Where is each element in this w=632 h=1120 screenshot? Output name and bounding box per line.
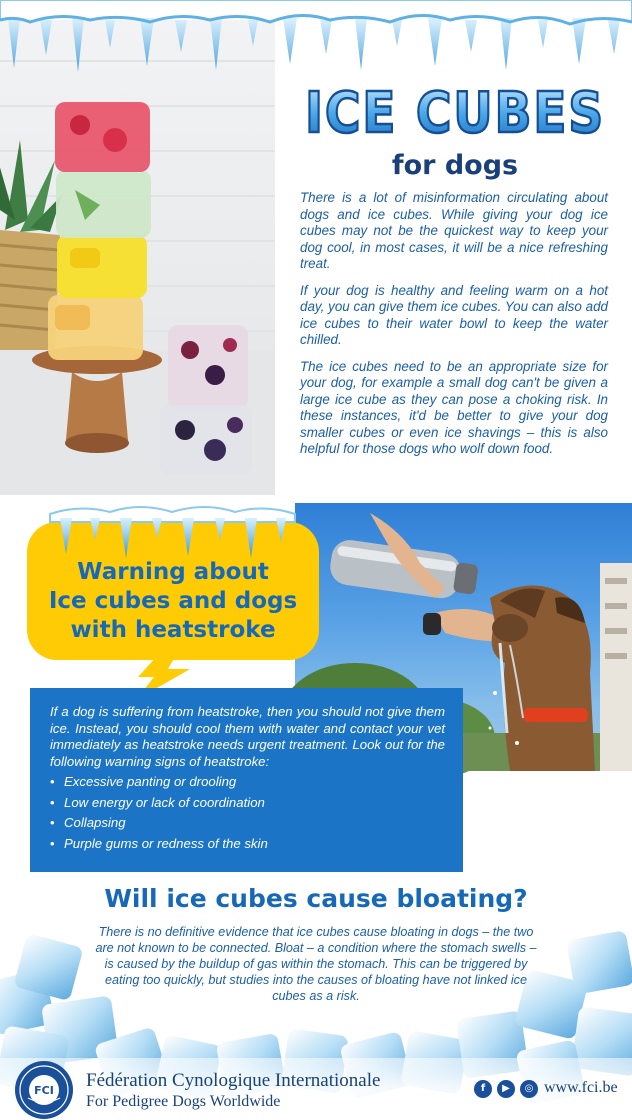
list-item: • Low energy or lack of coordination <box>50 795 445 812</box>
list-item: • Excessive panting or drooling <box>50 774 445 791</box>
org-tagline: For Pedigree Dogs Worldwide <box>86 1093 281 1110</box>
intro-paragraph: The ice cubes need to be an appropriate size for your dog, for example a small dog can't be given a large ice cube as they can pose a choking risk. In these instances, it'd be better to give your dog smaller cubes or even ice shavings – this is also helpful for those dogs who wolf down food. <box>300 358 608 456</box>
ice-cubes-title <box>300 78 610 144</box>
list-item: • Purple gums or redness of the skin <box>50 836 445 853</box>
bloating-heading: Will ice cubes cause bloating? <box>104 884 528 913</box>
footer <box>0 1058 632 1120</box>
intro-paragraph: If your dog is healthy and feeling warm on a hot day, you can give them ice cubes. You can also add ice cubes to their water bowl to keep the water chilled. <box>300 282 608 347</box>
icicle-decoration-warning <box>50 502 295 562</box>
bloating-text: There is no definitive evidence that ice cubes cause bloating in dogs – the two are not known to be connected. Bloat – a condition where the stomach swells – is caused by the buildup of gas within the stomach. This can be triggered by eating too quickly, but studies into the causes of bloating have not linked ice cubes as a risk. <box>95 925 537 1003</box>
heatstroke-info-box <box>30 688 463 872</box>
facebook-icon[interactable]: f <box>474 1080 492 1098</box>
fci-logo <box>14 1060 74 1120</box>
title-main: ICE CUBES <box>305 81 605 146</box>
instagram-icon[interactable]: ◎ <box>520 1080 538 1098</box>
warning-title <box>27 558 319 645</box>
warning-title-line: with heatstroke <box>70 617 276 643</box>
warning-signs-list <box>50 774 445 852</box>
logo-text: FCI <box>34 1084 54 1097</box>
heatstroke-paragraph: If a dog is suffering from heatstroke, then you should not give them ice. Instead, you should cool them with water and contact your vet immediately as heatstroke needs urgent treatment. Look out for the following warning signs of heatstroke: <box>50 704 445 769</box>
intro-text <box>300 190 608 468</box>
intro-paragraph: There is a lot of misinformation circulating about dogs and ice cubes. While giving your dog ice cubes may not be the quickest way to keep your dog cool, in most cases, it will be a nice refreshing treat. <box>300 190 608 271</box>
website-link[interactable]: www.fci.be <box>544 1079 618 1096</box>
warning-title-line: Warning about <box>77 559 269 585</box>
list-item: • Collapsing <box>50 815 445 832</box>
org-name: Fédération Cynologique Internationale <box>86 1070 381 1091</box>
ice-cubes-photo <box>0 20 275 495</box>
page-subtitle: for dogs <box>391 150 519 181</box>
warning-title-line: Ice cubes and dogs <box>48 588 298 614</box>
youtube-icon[interactable]: ▶ <box>497 1080 515 1098</box>
icicle-border-top <box>0 0 632 75</box>
